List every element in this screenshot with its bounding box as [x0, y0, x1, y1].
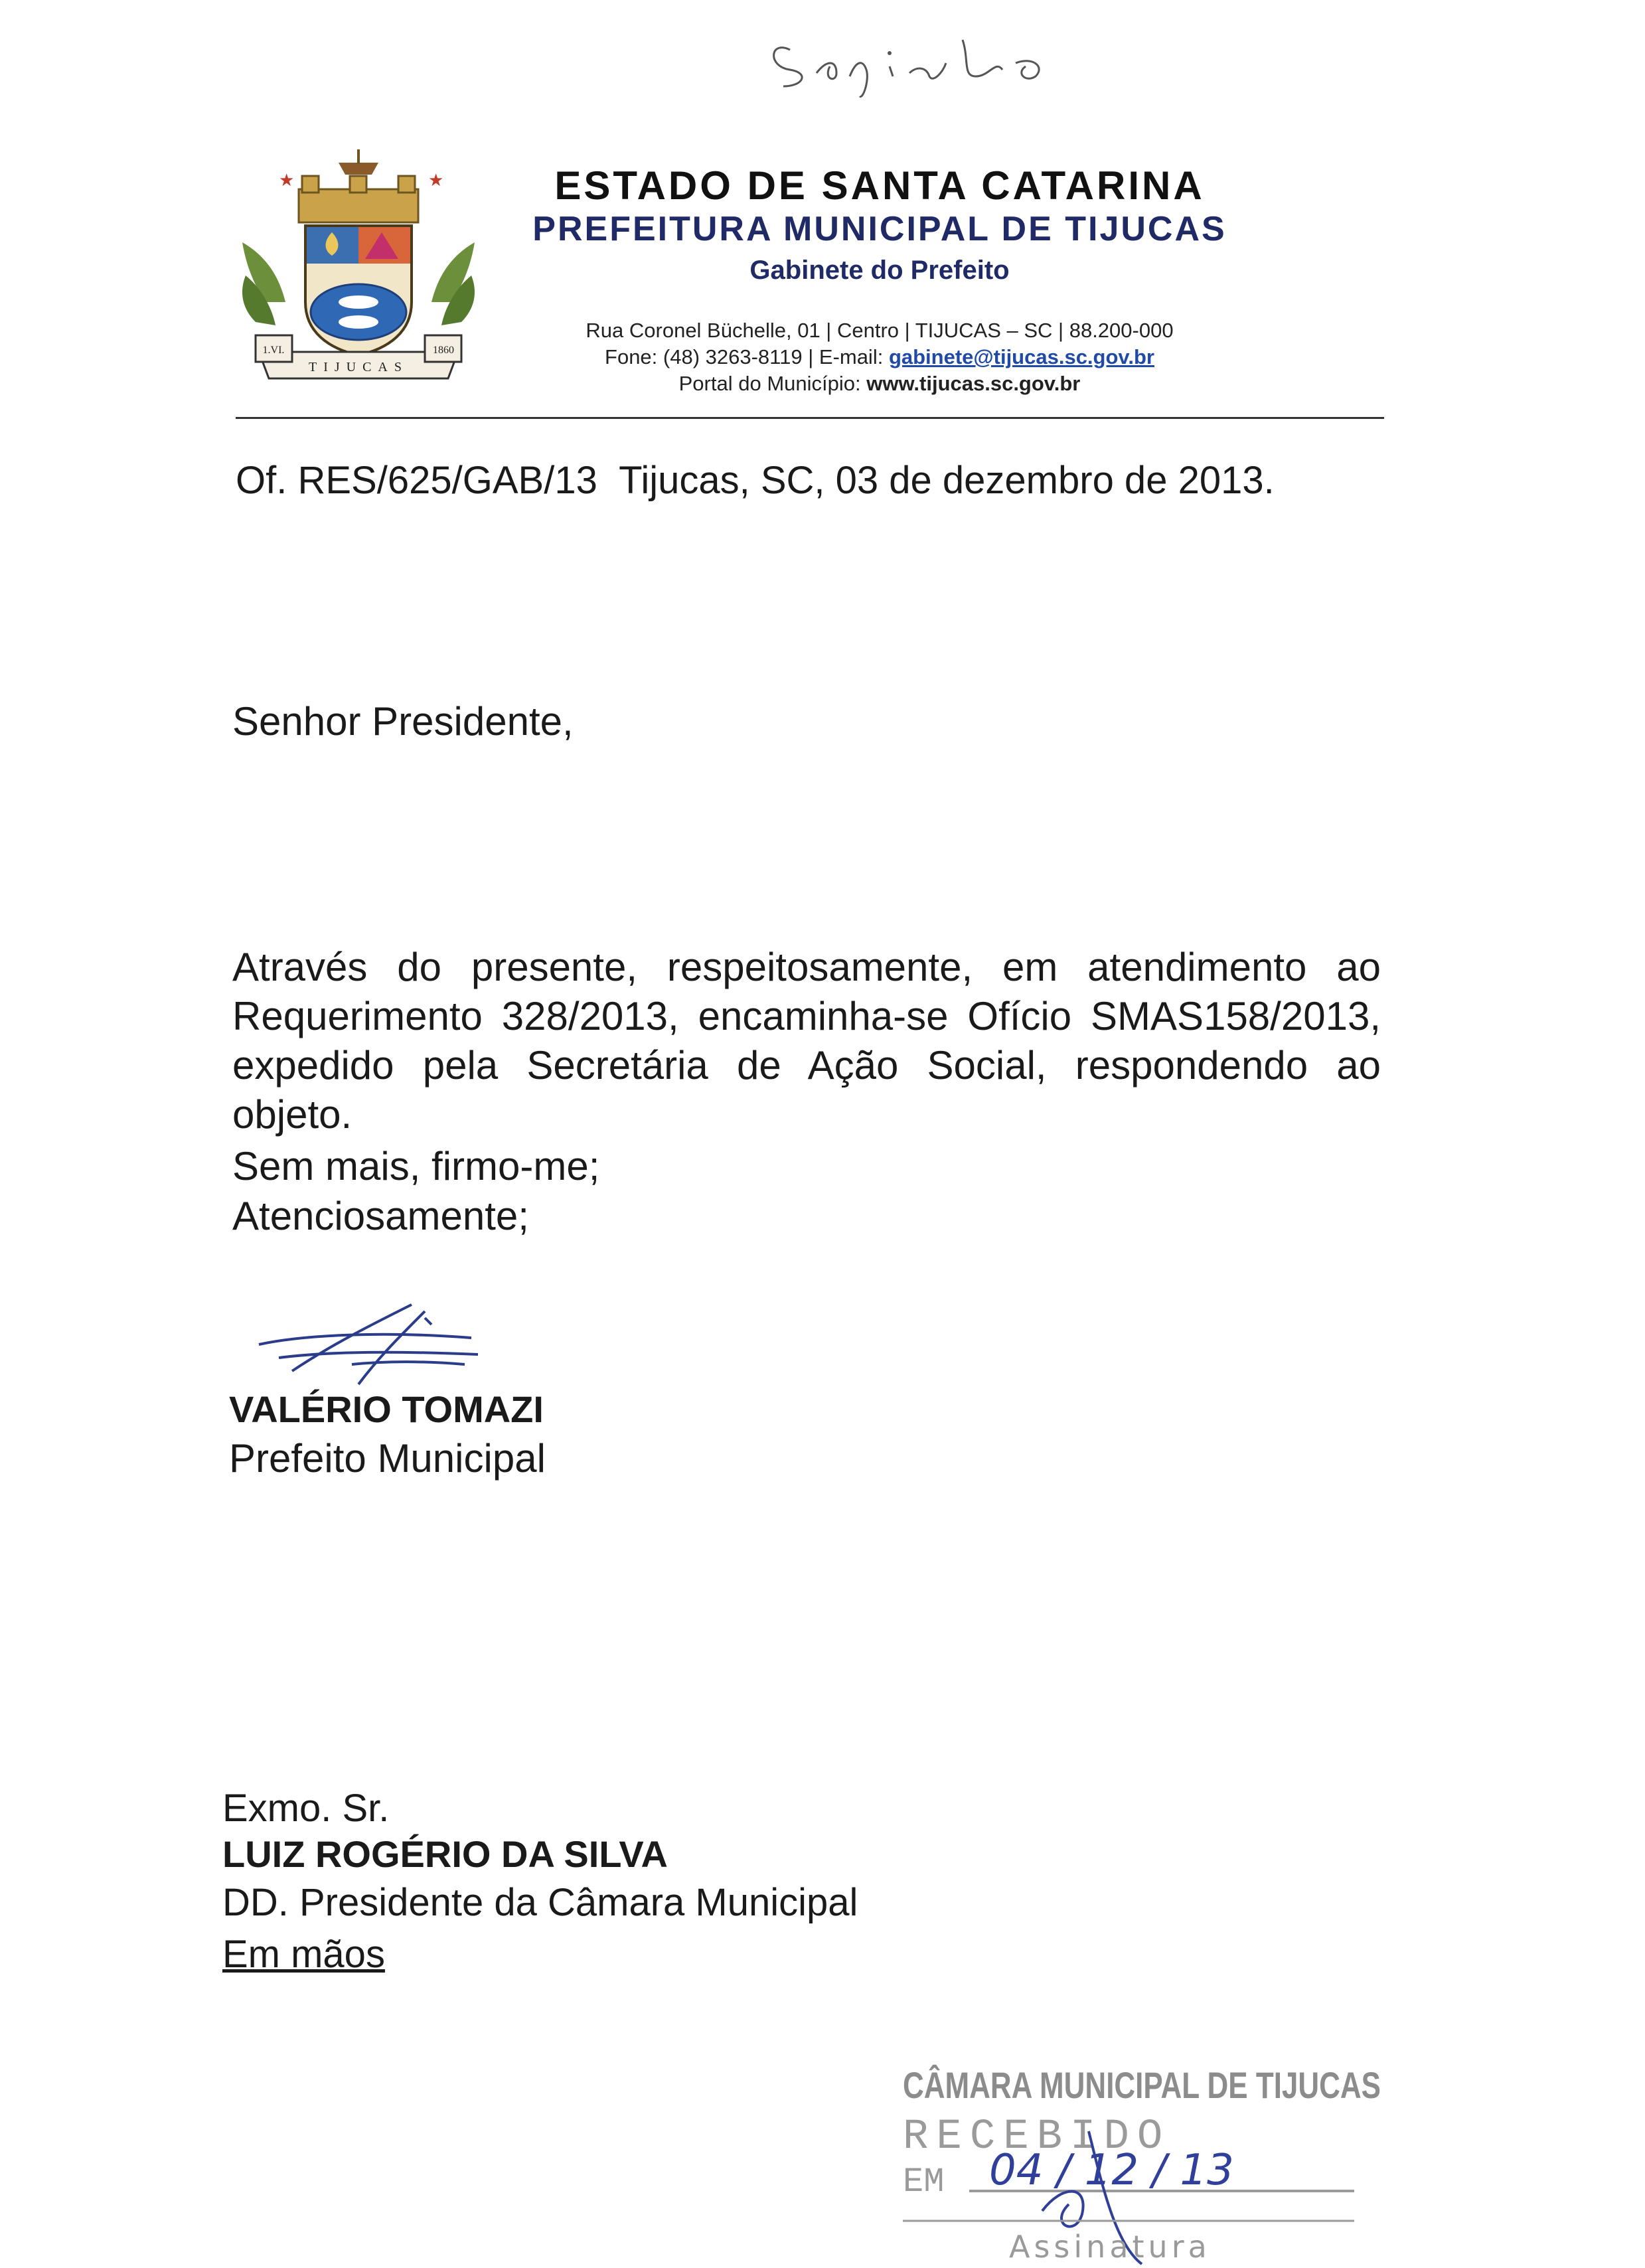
svg-text:★: ★: [279, 170, 295, 190]
place-date: Tijucas, SC, 03 de dezembro de 2013.: [619, 459, 1275, 502]
stamp-em-label: EM: [903, 2162, 945, 2202]
closing-line-2: Atenciosamente;: [232, 1194, 529, 1238]
delivery-note: Em mãos: [222, 1933, 385, 1976]
office-number: Of. RES/625/GAB/13: [236, 459, 597, 502]
portal-line: [478, 372, 1281, 396]
signer-title: Prefeito Municipal: [229, 1436, 546, 1481]
stamp-signature-label: Assinatura: [1009, 2229, 1211, 2265]
addressee-salutation: Exmo. Sr.: [222, 1787, 390, 1830]
salutation: Senhor Presidente,: [232, 699, 574, 744]
received-stamp: [890, 2052, 1407, 2268]
coat-of-arms-year: 1860: [433, 345, 454, 356]
handwritten-note: [763, 20, 1056, 100]
contact-line: [478, 345, 1281, 369]
coat-of-arms-logo: [239, 149, 478, 395]
addressee-title: DD. Presidente da Câmara Municipal: [222, 1881, 858, 1924]
portal-link[interactable]: www.tijucas.sc.gov.br: [866, 372, 1081, 395]
addressee-name: LUIZ ROGÉRIO DA SILVA: [222, 1833, 668, 1875]
phone-text: Fone: (48) 3263-8119 | E-mail:: [605, 345, 889, 368]
portal-label: Portal do Município:: [678, 372, 867, 395]
coat-of-arms-date: 1.VI.: [262, 345, 285, 356]
letter-body: Através do presente, respeitosamente, em atendimento ao Requerimento 328/2013, encaminha-se Ofício SMAS158/2013, expedido pela Secretária de Ação Social, respondendo ao objeto.: [232, 945, 1381, 1137]
state-name: ESTADO DE SANTA CATARINA: [554, 163, 1205, 208]
email-link[interactable]: gabinete@tijucas.sc.gov.br: [888, 345, 1154, 368]
gabinete-name: Gabinete do Prefeito: [749, 256, 1010, 285]
svg-text:★: ★: [428, 170, 444, 190]
address-line: Rua Coronel Büchelle, 01 | Centro | TIJUCAS – SC | 88.200-000: [586, 319, 1174, 342]
signer-name: VALÉRIO TOMAZI: [229, 1388, 544, 1430]
reference-line: [236, 458, 1275, 503]
stamp-date: 04 / 12 / 13: [989, 2146, 1234, 2195]
stamp-institution: CÂMARA MUNICIPAL DE TIJUCAS: [903, 2064, 1381, 2106]
header-divider: [236, 417, 1384, 419]
coat-of-arms-banner: TIJUCAS: [308, 360, 409, 374]
prefeitura-name: PREFEITURA MUNICIPAL DE TIJUCAS: [532, 210, 1227, 248]
stamp-received: RECEBIDO: [903, 2113, 1171, 2161]
closing-line-1: Sem mais, firmo-me;: [232, 1144, 600, 1188]
